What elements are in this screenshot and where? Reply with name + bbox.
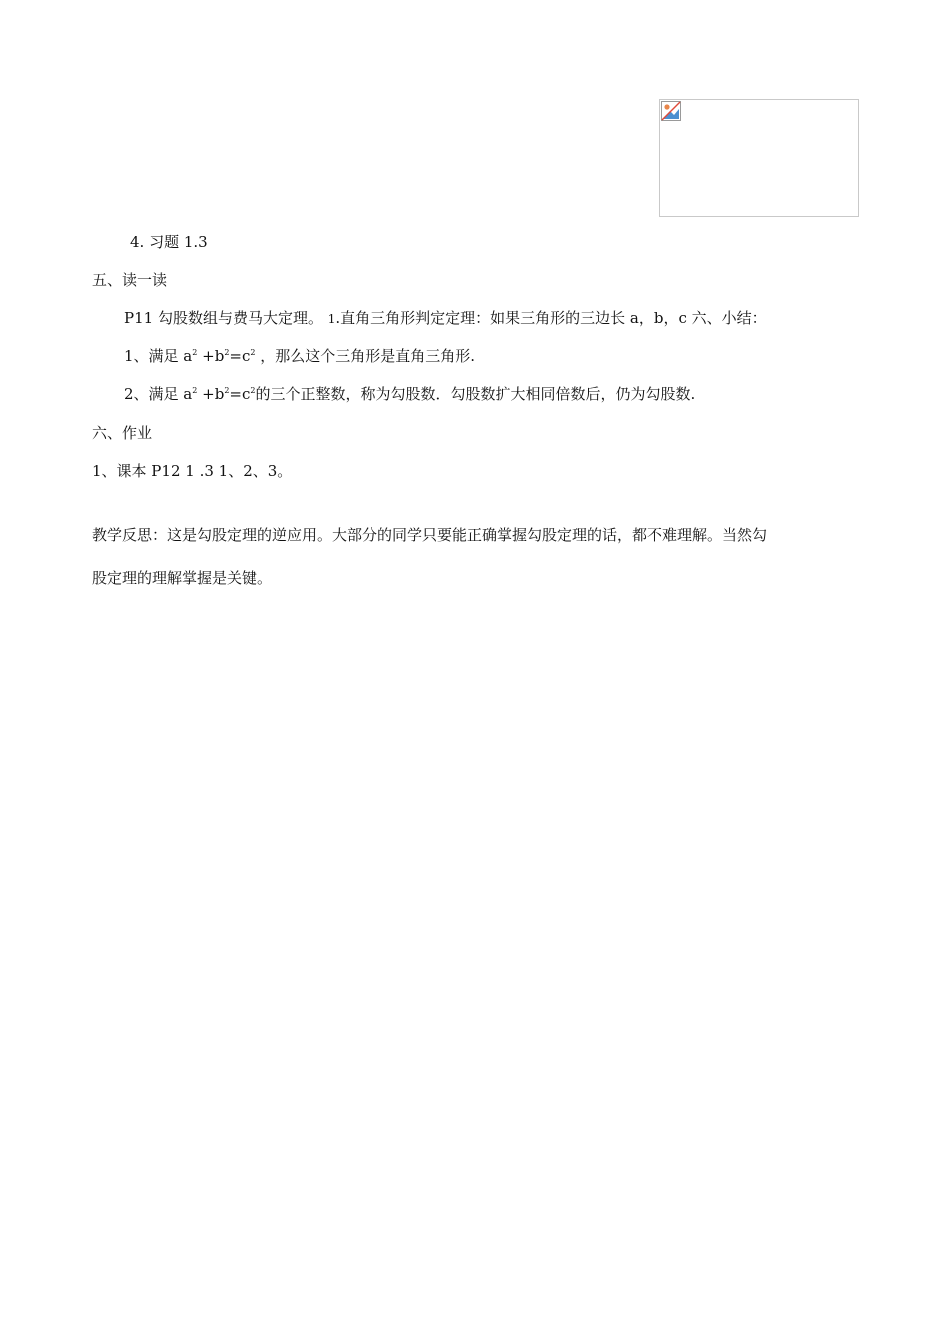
summary-item-2-prefix: 2、满足 a (124, 385, 193, 403)
summary-item-1-suffix: ，那么这个三角形是直角三角形. (260, 347, 476, 365)
reflection-line-1: 教学反思：这是勾股定理的逆应用。大部分的同学只要能正确掌握勾股定理的话，都不难理解。当然勾 (92, 526, 768, 544)
summary-item-2-suffix: 的三个正整数，称为勾股数．勾股数扩大相同倍数后，仍为勾股数. (255, 385, 696, 403)
read-text-number: 1 (327, 312, 336, 326)
exponent: 2 (192, 348, 198, 357)
exercise-line: 4. 习题 1.3 (130, 233, 208, 251)
summary-item-1 (124, 346, 475, 366)
read-text-prefix: P11 勾股数组与费马大定理。 (124, 309, 323, 327)
read-section-text (124, 308, 767, 329)
read-section-heading: 五、读一读 (92, 271, 168, 289)
exponent: 2 (224, 348, 230, 357)
homework-heading: 六、作业 (92, 424, 153, 442)
image-placeholder (659, 99, 859, 217)
reflection-line-2: 股定理的理解掌握是关键。 (92, 569, 273, 587)
exponent: 2 (192, 386, 198, 395)
summary-item-1-prefix: 1、满足 a (124, 347, 193, 365)
summary-item-1-term-c: =c (229, 347, 251, 365)
read-text-suffix: .直角三角形判定定理：如果三角形的三边长 a，b，c 六、小结： (335, 309, 767, 327)
exponent: 2 (250, 348, 256, 357)
summary-item-2 (124, 384, 695, 404)
exponent: 2 (250, 386, 256, 395)
summary-item-1-term-b: +b (197, 347, 225, 365)
summary-item-2-term-c: =c (229, 385, 251, 403)
broken-image-icon (661, 101, 681, 121)
summary-item-2-term-b: +b (197, 385, 225, 403)
exponent: 2 (224, 386, 230, 395)
homework-item-1: 1、课本 P12 1 .3 1、2、3。 (92, 462, 293, 480)
